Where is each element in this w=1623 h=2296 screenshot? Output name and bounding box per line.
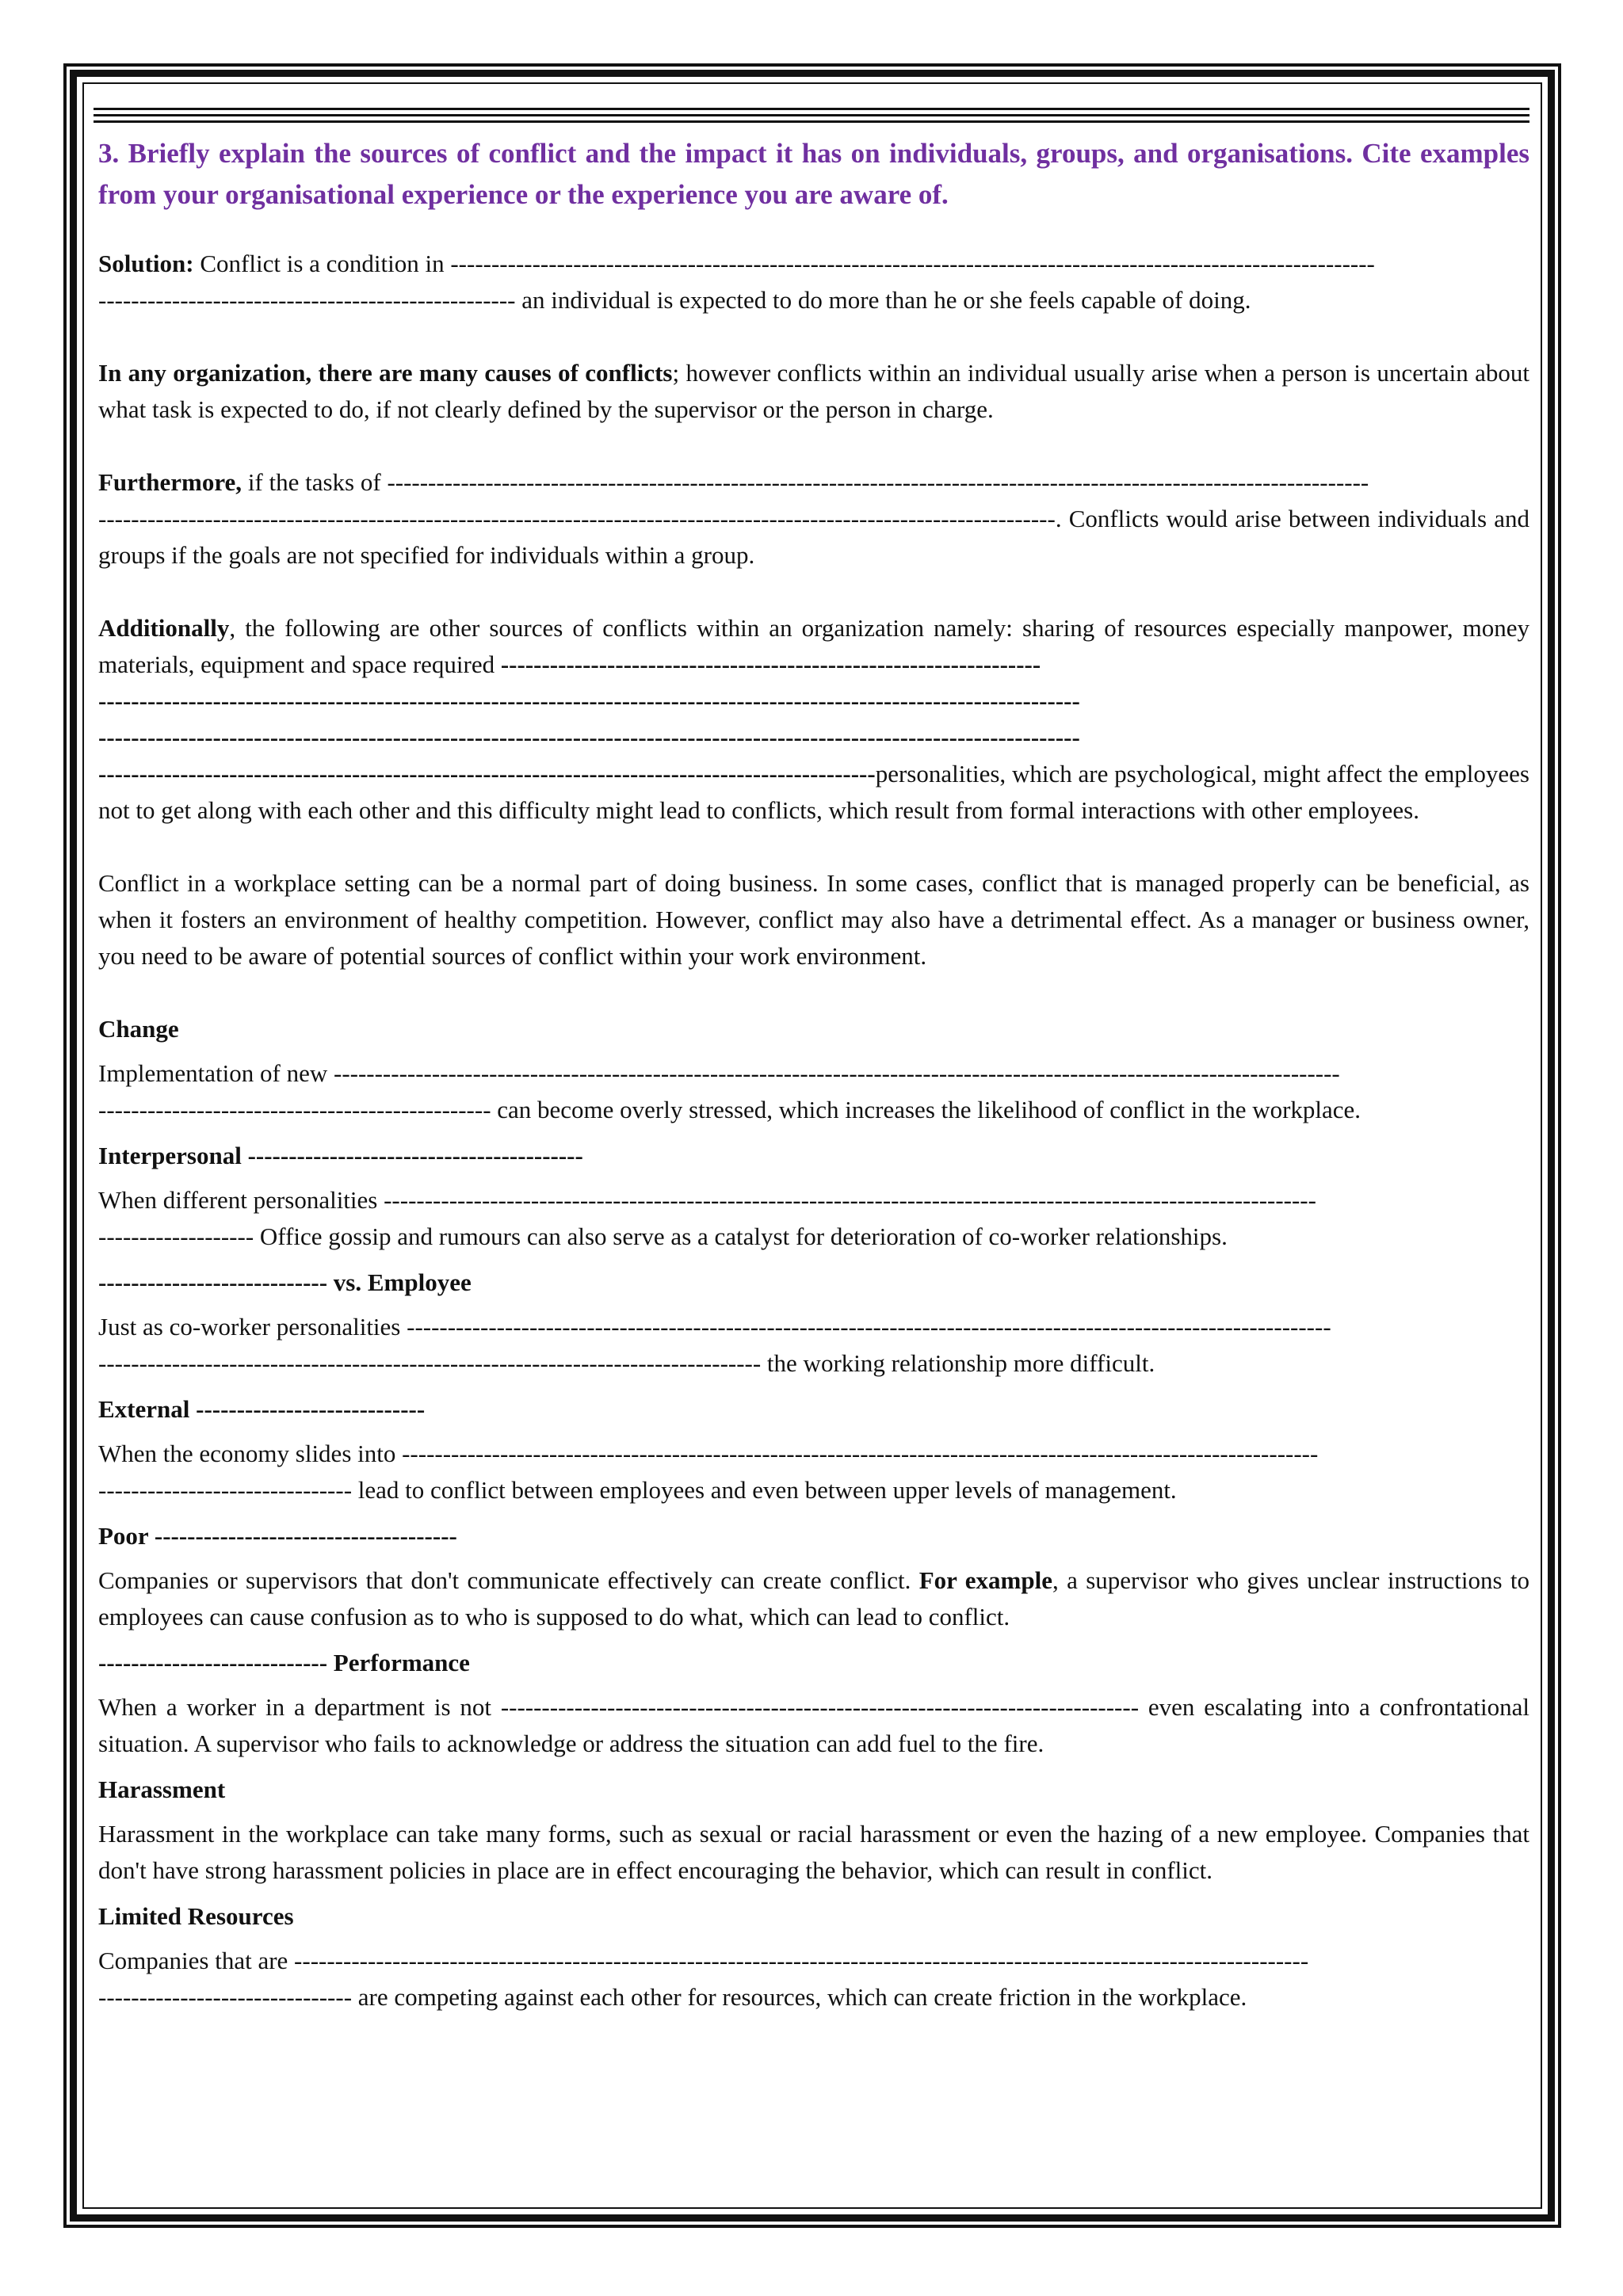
additionally-text-2: personalities, which are psychological, might affect the employees not to get along with each other and this difficulty might lead to conflicts, which result from formal interactions with other employees.	[98, 760, 1529, 824]
solution-label: Solution:	[98, 250, 194, 277]
solution-text-1: Conflict is a condition in -----------------------------------------------------------------------------------------------------------------	[193, 250, 1375, 277]
employee-line-1: Just as co-worker personalities -----------------------------------------------------------------------------------------------------------------	[98, 1313, 1331, 1341]
heading-interpersonal: Interpersonal -----------------------------------------	[98, 1142, 583, 1169]
additionally-dash-3: ------------------------------------------------------------------------------------------------------------------------	[98, 723, 1080, 751]
change-line-1: Implementation of new ---------------------------------------------------------------------------------------------------------------------------	[98, 1059, 1340, 1087]
interpersonal-line-2: ------------------- Office gossip and rumours can also serve as a catalyst for deterioration of co-worker relationships.	[98, 1222, 1228, 1250]
document-body	[98, 133, 1529, 2025]
interpersonal-paragraph	[98, 1182, 1529, 1255]
solution-paragraph	[98, 246, 1529, 318]
solution-text-2: --------------------------------------------------- an individual is expected to do more than he or she feels capable of doing.	[98, 286, 1251, 314]
question-title: 3. Briefly explain the sources of conflict and the impact it has on individuals, groups, and organisations. Cite examples from your organisational experience or the experience you are aware of.	[98, 138, 1529, 210]
furthermore-text-2: ---------------------------------------------------------------------------------------------------------------------. Conflicts would arise between individuals and groups if the goals are not specified for individuals within a group.	[98, 505, 1529, 569]
furthermore-paragraph	[98, 464, 1529, 574]
resources-line-1: Companies that are ----------------------------------------------------------------------------------------------------------------------------	[98, 1947, 1309, 1974]
employee-paragraph	[98, 1309, 1529, 1382]
interpersonal-line-1: When different personalities ------------------------------------------------------------------------------------------------------------------	[98, 1186, 1316, 1214]
heading-external: External ----------------------------	[98, 1395, 426, 1423]
heading-poor: Poor -------------------------------------	[98, 1522, 457, 1550]
external-line-1: When the economy slides into ----------------------------------------------------------------------------------------------------------------	[98, 1440, 1319, 1467]
resources-line-2: ------------------------------- are competing against each other for resources, which can create friction in the workplace.	[98, 1983, 1247, 2011]
performance-paragraph: When a worker in a department is not ------------------------------------------------------------------------------ even escalating into a confrontational situation. A supervisor who fails to acknowledge or address the situation can add fuel to the fire.	[98, 1693, 1529, 1757]
additionally-dash-2: ------------------------------------------------------------------------------------------------------------------------	[98, 687, 1080, 715]
heading-limited-resources: Limited Resources	[98, 1902, 294, 1930]
top-rule	[94, 108, 1529, 123]
resources-paragraph	[98, 1943, 1529, 2016]
poor-bold: For example	[918, 1566, 1052, 1594]
additionally-dash-4: -----------------------------------------------------------------------------------------------	[98, 760, 876, 788]
additionally-paragraph	[98, 610, 1529, 829]
causes-lead: In any organization, there are many causes of conflicts	[98, 359, 673, 387]
external-line-2: ------------------------------- lead to conflict between employees and even between upper levels of management.	[98, 1476, 1177, 1504]
furthermore-lead: Furthermore,	[98, 468, 242, 496]
additionally-dash-1: ------------------------------------------------------------------	[500, 650, 1041, 678]
change-paragraph	[98, 1055, 1529, 1128]
heading-performance: ---------------------------- Performance	[98, 1649, 470, 1676]
additionally-text-1: , the following are other sources of conflicts within an organization namely: sharing of resources especially manpower, money materials, equipment and space required	[98, 614, 1529, 678]
external-paragraph	[98, 1436, 1529, 1508]
change-line-2: ------------------------------------------------ can become overly stressed, which increases the likelihood of conflict in the workplace.	[98, 1096, 1361, 1123]
workplace-conflict-paragraph: Conflict in a workplace setting can be a normal part of doing business. In some cases, conflict that is managed properly can be beneficial, as when it fosters an environment of healthy competition. However, conflict may also have a detrimental effect. As a manager or business owner, you need to be aware of potential sources of conflict within your work environment.	[98, 869, 1529, 970]
poor-text-2: , a supervisor who gives unclear instructions to employees can cause confusion as to who is supposed to do what, which can lead to conflict.	[98, 1566, 1529, 1630]
employee-line-2: --------------------------------------------------------------------------------- the working relationship more difficult.	[98, 1349, 1155, 1377]
poor-text-1: Companies or supervisors that don't communicate effectively can create conflict.	[98, 1566, 919, 1594]
poor-paragraph	[98, 1562, 1529, 1635]
heading-employee: ---------------------------- vs. Employee	[98, 1268, 472, 1296]
causes-text: ; however conflicts within an individual usually arise when a person is uncertain about what task is expected to do, if not clearly defined by the supervisor or the person in charge.	[98, 359, 1530, 423]
furthermore-text-1: if the tasks of ------------------------------------------------------------------------------------------------------------------------	[242, 468, 1369, 496]
causes-paragraph	[98, 355, 1529, 428]
additionally-lead: Additionally	[98, 614, 230, 642]
harassment-paragraph: Harassment in the workplace can take many forms, such as sexual or racial harassment or even the hazing of a new employee. Companies that don't have strong harassment policies in place are in effect encouraging the behavior, which can result in conflict.	[98, 1820, 1529, 1884]
heading-change: Change	[98, 1015, 179, 1043]
heading-harassment: Harassment	[98, 1775, 226, 1803]
